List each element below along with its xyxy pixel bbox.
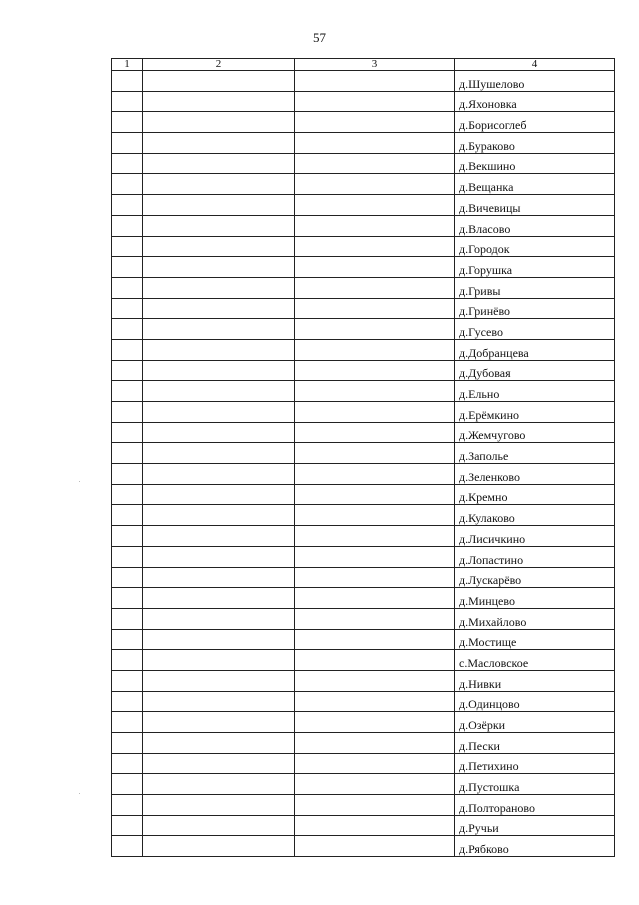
- empty-cell-col-3: [295, 567, 455, 588]
- empty-cell-col-3: [295, 236, 455, 257]
- table-row: [112, 215, 615, 236]
- column-header-3: 3: [295, 59, 455, 71]
- settlement-name-cell: д.Шушелово: [455, 71, 615, 92]
- empty-cell-col-2: [143, 71, 295, 92]
- settlement-name-cell: д.Горушка: [455, 257, 615, 278]
- column-header-2: 2: [143, 59, 295, 71]
- empty-cell-col-3: [295, 670, 455, 691]
- empty-cell-col-1: [112, 215, 143, 236]
- settlement-name-cell: д.Лопастино: [455, 546, 615, 567]
- empty-cell-col-2: [143, 464, 295, 485]
- empty-cell-col-1: [112, 670, 143, 691]
- table-row: [112, 567, 615, 588]
- empty-cell-col-1: [112, 133, 143, 154]
- settlement-name-cell: д.Ручьи: [455, 815, 615, 836]
- empty-cell-col-3: [295, 153, 455, 174]
- table-row: [112, 815, 615, 836]
- page-number: 57: [313, 30, 326, 45]
- empty-cell-col-3: [295, 133, 455, 154]
- empty-cell-col-1: [112, 836, 143, 857]
- empty-cell-col-1: [112, 257, 143, 278]
- settlement-name-cell: д.Дубовая: [455, 360, 615, 381]
- settlement-name-cell: д.Власово: [455, 215, 615, 236]
- empty-cell-col-2: [143, 91, 295, 112]
- table-row: [112, 91, 615, 112]
- settlements-table: [111, 58, 615, 857]
- empty-cell-col-3: [295, 112, 455, 133]
- empty-cell-col-1: [112, 526, 143, 547]
- empty-cell-col-2: [143, 670, 295, 691]
- empty-cell-col-2: [143, 795, 295, 816]
- settlement-name-cell: д.Гривы: [455, 277, 615, 298]
- empty-cell-col-1: [112, 546, 143, 567]
- table-row: [112, 195, 615, 216]
- empty-cell-col-3: [295, 422, 455, 443]
- table-row: [112, 774, 615, 795]
- empty-cell-col-2: [143, 153, 295, 174]
- table-row: [112, 236, 615, 257]
- settlement-name-cell: д.Ельно: [455, 381, 615, 402]
- empty-cell-col-1: [112, 629, 143, 650]
- empty-cell-col-2: [143, 402, 295, 423]
- empty-cell-col-1: [112, 733, 143, 754]
- empty-cell-col-1: [112, 443, 143, 464]
- table-row: [112, 650, 615, 671]
- table-row: [112, 836, 615, 857]
- settlement-name-cell: д.Добранцева: [455, 339, 615, 360]
- empty-cell-col-3: [295, 691, 455, 712]
- empty-cell-col-3: [295, 484, 455, 505]
- empty-cell-col-1: [112, 402, 143, 423]
- settlement-name-cell: д.Яхоновка: [455, 91, 615, 112]
- empty-cell-col-1: [112, 712, 143, 733]
- empty-cell-col-2: [143, 691, 295, 712]
- empty-cell-col-3: [295, 774, 455, 795]
- empty-cell-col-2: [143, 567, 295, 588]
- empty-cell-col-3: [295, 257, 455, 278]
- table-row: [112, 402, 615, 423]
- empty-cell-col-3: [295, 298, 455, 319]
- settlement-name-cell: д.Мостище: [455, 629, 615, 650]
- empty-cell-col-2: [143, 133, 295, 154]
- settlement-name-cell: д.Заполье: [455, 443, 615, 464]
- empty-cell-col-1: [112, 112, 143, 133]
- empty-cell-col-2: [143, 112, 295, 133]
- table-row: [112, 277, 615, 298]
- table-row: [112, 71, 615, 92]
- settlement-name-cell: д.Гринёво: [455, 298, 615, 319]
- empty-cell-col-1: [112, 360, 143, 381]
- empty-cell-col-2: [143, 608, 295, 629]
- table-row: [112, 174, 615, 195]
- settlement-name-cell: д.Лускарёво: [455, 567, 615, 588]
- empty-cell-col-1: [112, 650, 143, 671]
- empty-cell-col-3: [295, 608, 455, 629]
- empty-cell-col-2: [143, 712, 295, 733]
- settlement-name-cell: с.Масловское: [455, 650, 615, 671]
- empty-cell-col-2: [143, 339, 295, 360]
- empty-cell-col-2: [143, 733, 295, 754]
- empty-cell-col-2: [143, 174, 295, 195]
- empty-cell-col-3: [295, 546, 455, 567]
- empty-cell-col-2: [143, 629, 295, 650]
- empty-cell-col-3: [295, 650, 455, 671]
- table-row: [112, 712, 615, 733]
- empty-cell-col-3: [295, 174, 455, 195]
- empty-cell-col-1: [112, 422, 143, 443]
- settlement-name-cell: д.Лисичкино: [455, 526, 615, 547]
- settlement-name-cell: д.Векшино: [455, 153, 615, 174]
- empty-cell-col-1: [112, 195, 143, 216]
- settlement-name-cell: д.Озёрки: [455, 712, 615, 733]
- empty-cell-col-1: [112, 298, 143, 319]
- empty-cell-col-1: [112, 608, 143, 629]
- table-row: [112, 298, 615, 319]
- table-header: [112, 59, 615, 71]
- empty-cell-col-2: [143, 422, 295, 443]
- settlement-name-cell: д.Кремно: [455, 484, 615, 505]
- table-row: [112, 133, 615, 154]
- empty-cell-col-1: [112, 71, 143, 92]
- table-row: [112, 484, 615, 505]
- empty-cell-col-2: [143, 319, 295, 340]
- empty-cell-col-3: [295, 795, 455, 816]
- empty-cell-col-3: [295, 381, 455, 402]
- empty-cell-col-1: [112, 464, 143, 485]
- settlement-name-cell: д.Борисоглеб: [455, 112, 615, 133]
- empty-cell-col-1: [112, 505, 143, 526]
- empty-cell-col-2: [143, 650, 295, 671]
- empty-cell-col-2: [143, 484, 295, 505]
- empty-cell-col-1: [112, 815, 143, 836]
- empty-cell-col-2: [143, 298, 295, 319]
- table-row: [112, 546, 615, 567]
- empty-cell-col-3: [295, 753, 455, 774]
- empty-cell-col-1: [112, 774, 143, 795]
- settlement-name-cell: д.Михайлово: [455, 608, 615, 629]
- table-row: [112, 153, 615, 174]
- empty-cell-col-2: [143, 215, 295, 236]
- empty-cell-col-1: [112, 236, 143, 257]
- empty-cell-col-2: [143, 360, 295, 381]
- empty-cell-col-3: [295, 733, 455, 754]
- empty-cell-col-3: [295, 339, 455, 360]
- column-header-1: 1: [112, 59, 143, 71]
- settlement-name-cell: д.Нивки: [455, 670, 615, 691]
- empty-cell-col-1: [112, 588, 143, 609]
- table-row: [112, 360, 615, 381]
- empty-cell-col-1: [112, 174, 143, 195]
- settlement-name-cell: д.Вичевицы: [455, 195, 615, 216]
- empty-cell-col-3: [295, 629, 455, 650]
- settlement-name-cell: д.Рябково: [455, 836, 615, 857]
- table-body: [112, 71, 615, 857]
- empty-cell-col-2: [143, 257, 295, 278]
- settlement-name-cell: д.Кулаково: [455, 505, 615, 526]
- empty-cell-col-2: [143, 546, 295, 567]
- table-row: [112, 257, 615, 278]
- empty-cell-col-2: [143, 526, 295, 547]
- empty-cell-col-2: [143, 195, 295, 216]
- empty-cell-col-2: [143, 815, 295, 836]
- settlement-name-cell: д.Бураково: [455, 133, 615, 154]
- table-row: [112, 733, 615, 754]
- empty-cell-col-3: [295, 836, 455, 857]
- table-row: [112, 526, 615, 547]
- settlement-name-cell: д.Пустошка: [455, 774, 615, 795]
- empty-cell-col-1: [112, 319, 143, 340]
- settlement-name-cell: д.Гусево: [455, 319, 615, 340]
- empty-cell-col-2: [143, 774, 295, 795]
- empty-cell-col-2: [143, 381, 295, 402]
- settlement-name-cell: д.Пески: [455, 733, 615, 754]
- empty-cell-col-3: [295, 815, 455, 836]
- empty-cell-col-3: [295, 712, 455, 733]
- settlement-name-cell: д.Минцево: [455, 588, 615, 609]
- empty-cell-col-3: [295, 319, 455, 340]
- empty-cell-col-3: [295, 526, 455, 547]
- table-row: [112, 443, 615, 464]
- empty-cell-col-2: [143, 753, 295, 774]
- table-row: [112, 505, 615, 526]
- empty-cell-col-1: [112, 153, 143, 174]
- table-row: [112, 339, 615, 360]
- empty-cell-col-2: [143, 277, 295, 298]
- table-row: [112, 670, 615, 691]
- empty-cell-col-3: [295, 215, 455, 236]
- table-row: [112, 629, 615, 650]
- settlement-name-cell: д.Одинцово: [455, 691, 615, 712]
- settlement-name-cell: д.Петихино: [455, 753, 615, 774]
- empty-cell-col-3: [295, 360, 455, 381]
- table-row: [112, 464, 615, 485]
- table-row: [112, 608, 615, 629]
- table-row: [112, 319, 615, 340]
- empty-cell-col-3: [295, 402, 455, 423]
- scan-artifact: [79, 793, 80, 794]
- empty-cell-col-2: [143, 505, 295, 526]
- settlement-name-cell: д.Полтораново: [455, 795, 615, 816]
- column-header-4: 4: [455, 59, 615, 71]
- empty-cell-col-1: [112, 691, 143, 712]
- empty-cell-col-3: [295, 195, 455, 216]
- empty-cell-col-1: [112, 753, 143, 774]
- settlement-name-cell: д.Ерёмкино: [455, 402, 615, 423]
- empty-cell-col-3: [295, 505, 455, 526]
- table-row: [112, 112, 615, 133]
- empty-cell-col-3: [295, 71, 455, 92]
- empty-cell-col-1: [112, 484, 143, 505]
- empty-cell-col-1: [112, 381, 143, 402]
- empty-cell-col-2: [143, 836, 295, 857]
- empty-cell-col-1: [112, 91, 143, 112]
- empty-cell-col-3: [295, 588, 455, 609]
- table-row: [112, 588, 615, 609]
- scan-artifact: [79, 481, 80, 482]
- table-row: [112, 795, 615, 816]
- empty-cell-col-1: [112, 567, 143, 588]
- empty-cell-col-3: [295, 91, 455, 112]
- empty-cell-col-1: [112, 795, 143, 816]
- empty-cell-col-3: [295, 443, 455, 464]
- table-row: [112, 753, 615, 774]
- empty-cell-col-1: [112, 339, 143, 360]
- empty-cell-col-2: [143, 236, 295, 257]
- table-row: [112, 422, 615, 443]
- settlement-name-cell: д.Вещанка: [455, 174, 615, 195]
- settlement-name-cell: д.Зеленково: [455, 464, 615, 485]
- empty-cell-col-2: [143, 588, 295, 609]
- empty-cell-col-3: [295, 464, 455, 485]
- settlement-name-cell: д.Городок: [455, 236, 615, 257]
- table-row: [112, 381, 615, 402]
- empty-cell-col-3: [295, 277, 455, 298]
- settlement-name-cell: д.Жемчугово: [455, 422, 615, 443]
- empty-cell-col-2: [143, 443, 295, 464]
- header-row: [112, 59, 615, 71]
- table-row: [112, 691, 615, 712]
- empty-cell-col-1: [112, 277, 143, 298]
